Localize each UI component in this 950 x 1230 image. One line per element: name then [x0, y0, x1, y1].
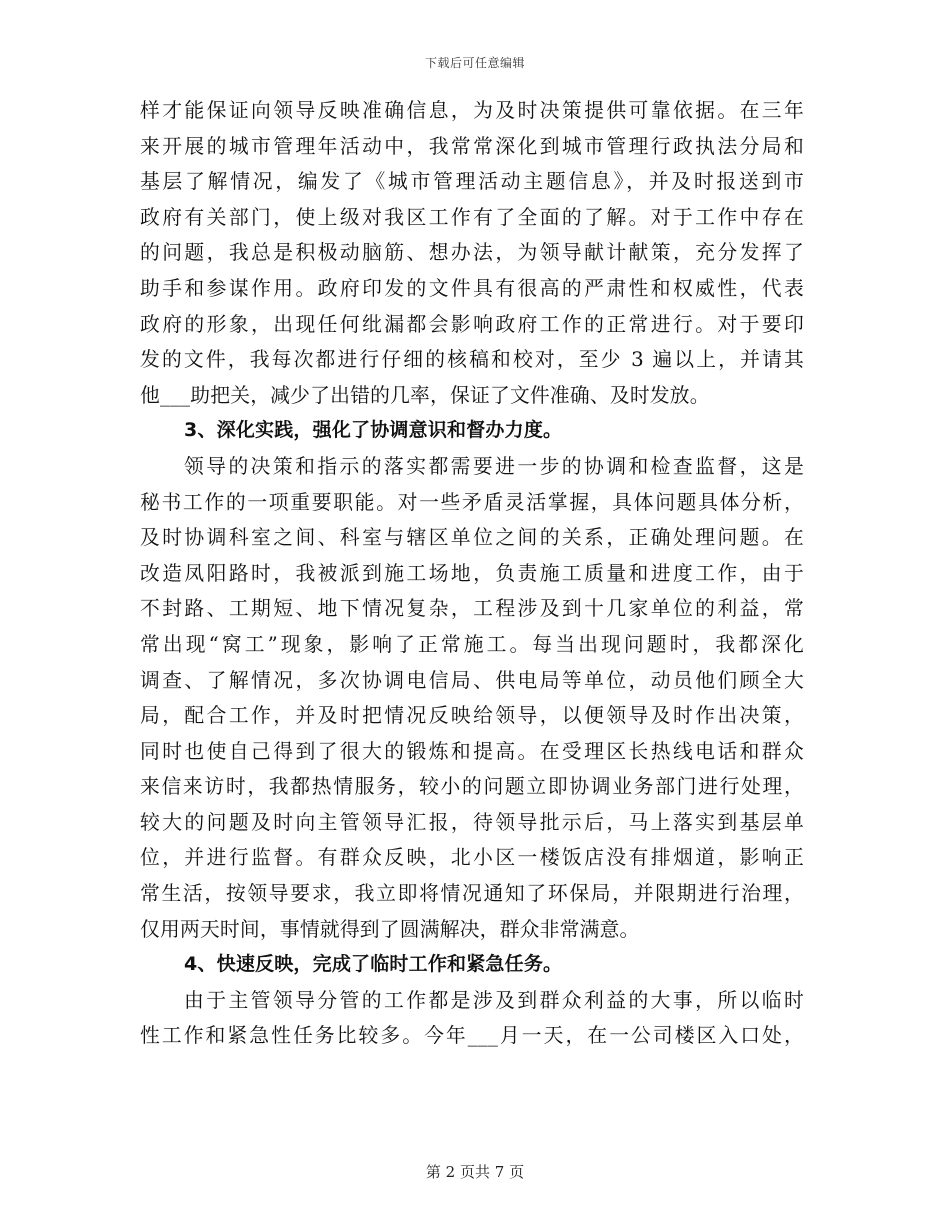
- body-line: 位，并进行监督。有群众反映，北小区一楼饭店没有排烟道，影响正: [140, 846, 804, 870]
- body-line: 局，配合工作，并及时把情况反映给领导，以便领导及时作出决策，: [140, 704, 804, 728]
- body-line: 性工作和紧急性任务比较多。今年___月一天，在一公司楼区入口处，: [140, 1024, 804, 1048]
- body-line: 领导的决策和指示的落实都需要进一步的协调和检查监督，这是: [184, 454, 804, 478]
- body-line: 不封路、工期短、地下情况复杂，工程涉及到十几家单位的利益，常: [140, 597, 804, 621]
- body-line: 样才能保证向领导反映准确信息，为及时决策提供可靠依据。在三年: [140, 99, 804, 122]
- body-line: 由于主管领导分管的工作都是涉及到群众利益的大事，所以临时: [184, 988, 804, 1012]
- body-line: 秘书工作的一项重要职能。对一些矛盾灵活掌握，具体问题具体分析，: [140, 490, 804, 514]
- body-line: 来信来访时，我都热情服务，较小的问题立即协调业务部门进行处理，: [140, 775, 804, 799]
- body-line: 改造凤阳路时，我被派到施工场地，负责施工质量和进度工作，由于: [140, 561, 804, 585]
- body-line: 较大的问题及时向主管领导汇报，待领导批示后，马上落实到基层单: [140, 810, 804, 834]
- page-header: 下载后可任意编辑: [424, 56, 525, 70]
- body-line: 来开展的城市管理年活动中，我常常深化到城市管理行政执法分局和: [140, 134, 804, 158]
- body-line: 他___助把关，减少了出错的几率，保证了文件准确、及时发放。: [140, 383, 710, 407]
- body-line: 基层了解情况，编发了《城市管理活动主题信息》，并及时报送到市: [140, 170, 804, 194]
- page-footer: 第 2 页共 7 页: [425, 1163, 525, 1181]
- document-body: [140, 93, 804, 1054]
- body-line: 助手和参谋作用。政府印发的文件具有很高的严肃性和权威性，代表: [140, 276, 804, 300]
- body-line: 常出现“窝工”现象，影响了正常施工。每当出现问题时，我都深化: [140, 632, 804, 656]
- section-heading-3: 3、深化实践，强化了协调意识和督办力度。: [184, 419, 563, 442]
- body-line: 政府有关部门，使上级对我区工作有了全面的了解。对于工作中存在: [140, 205, 804, 229]
- body-line: 的问题，我总是积极动脑筋、想办法，为领导献计献策，充分发挥了: [140, 241, 804, 265]
- section-heading-4: 4、快速反映，完成了临时工作和紧急任务。: [184, 953, 563, 976]
- body-line: 同时也使自己得到了很大的锻炼和提高。在受理区长热线电话和群众: [140, 739, 804, 763]
- body-line: 发的文件，我每次都进行仔细的核稿和校对，至少 3 遍以上，并请其: [140, 348, 804, 372]
- body-line: 及时协调科室之间、科室与辖区单位之间的关系，正确处理问题。在: [140, 526, 804, 550]
- body-line: 常生活，按领导要求，我立即将情况通知了环保局，并限期进行治理，: [140, 882, 804, 906]
- body-line: 政府的形象，出现任何纰漏都会影响政府工作的正常进行。对于要印: [140, 312, 804, 336]
- body-line: 调查、了解情况，多次协调电信局、供电局等单位，动员他们顾全大: [140, 668, 804, 692]
- body-line: 仅用两天时间，事情就得到了圆满解决，群众非常满意。: [140, 917, 640, 941]
